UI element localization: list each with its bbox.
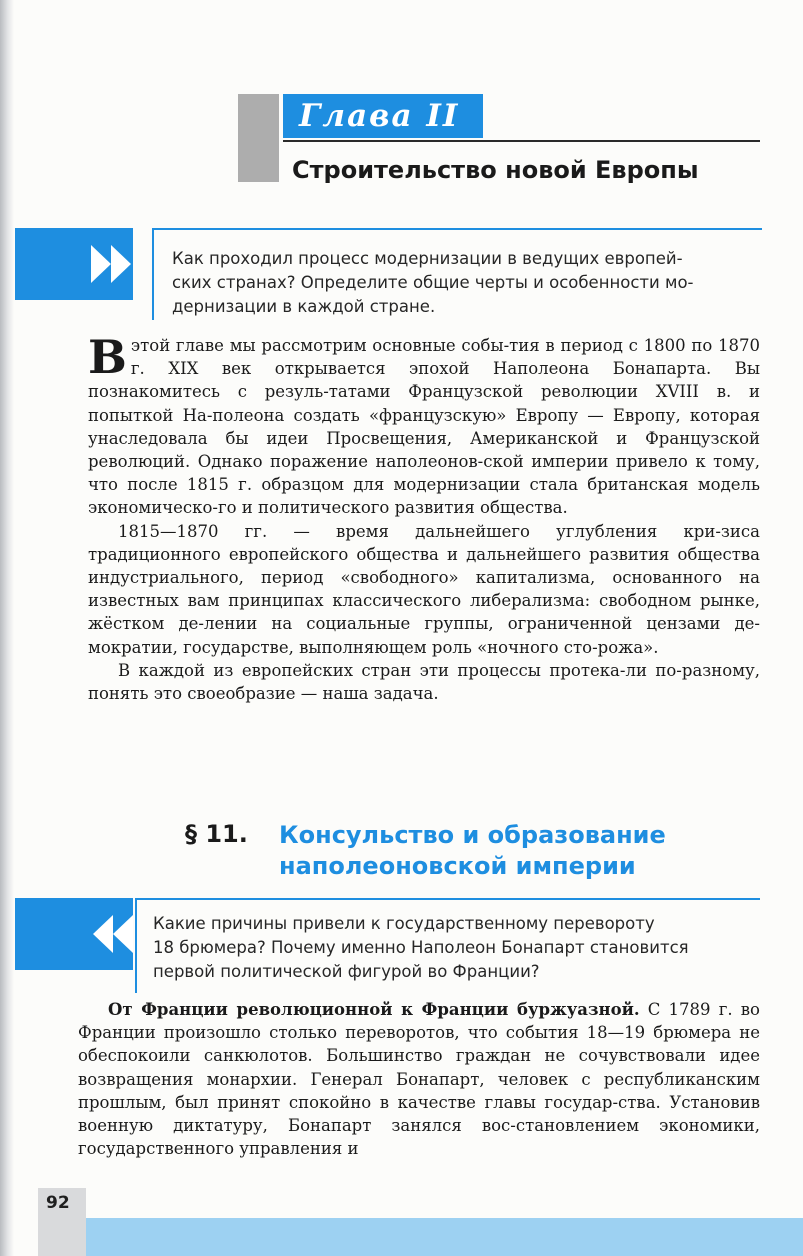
chapter-question-line: Как проходил процесс модернизации в ведущих европей-: [172, 249, 683, 268]
drop-cap: В: [88, 330, 127, 384]
section-title-line: Консульство и образование: [279, 821, 666, 849]
chapter-questions-badge: [15, 228, 133, 300]
footer-band: [86, 1218, 803, 1256]
section-question-line: первой политической фигурой во Франции?: [153, 962, 540, 981]
section-questions-badge: [15, 898, 133, 970]
page-edge-shadow: [0, 0, 14, 1256]
chapter-rule: [283, 140, 760, 142]
page-number: 92: [46, 1193, 70, 1213]
section-number: § 11.: [185, 820, 248, 848]
section-paragraph: [78, 998, 760, 1160]
section-questions: [135, 898, 760, 993]
chapter-question-line: ских странах? Определите общие черты и особенности мо-: [172, 273, 694, 292]
fast-forward-icon: [89, 242, 133, 286]
chapter-intro: [88, 330, 760, 705]
intro-paragraph-1-text: этой главе мы рассмотрим основные собы-тия в период с 1800 по 1870 г. XIX век открывается эпохой Наполеона Бонапарта. Вы познакомитесь с резуль-татами Французской революции XVIII в. и попыткой На-полеона создать «французскую» Европу — Европу, которая унаследовала бы идеи Просвещения, Американской и Французской революций. Однако поражение наполеонов-ской империи привело к тому, что после 1815 г. образцом для модернизации стала британская модель экономическо-го и политического развития общества.: [88, 336, 760, 518]
chapter-header-gray-block: [238, 94, 279, 182]
chapter-question-line: дернизации в каждой стране.: [172, 297, 436, 316]
section-lead: От Франции революционной к Франции буржуазной.: [108, 1000, 640, 1019]
chapter-questions: [152, 228, 762, 320]
intro-paragraph-1: [88, 330, 760, 520]
section-body: [78, 998, 760, 1160]
section-title-line: наполеоновской империи: [279, 852, 636, 880]
section-title: [279, 820, 666, 882]
section-paragraph-text: С 1789 г. во Франции произошло столько переворотов, что события 18—19 брюмера не обеспокоили санкюлотов. Большинство граждан не сочувствовали идее возвращения монархии. Генерал Бонапарт, человек с республиканским прошлым, был принят спокойно в качестве главы государ-ства. Установив военную диктатуру, Бонапарт занялся вос-становлением экономики, государственного управления и: [78, 1000, 760, 1159]
section-question-line: Какие причины привели к государственному перевороту: [153, 914, 655, 933]
chapter-label: Глава II: [283, 94, 483, 138]
rewind-icon: [91, 912, 135, 956]
intro-paragraph-2: 1815—1870 гг. — время дальнейшего углубления кри-зиса традиционного европейского общества и дальнейшего развития общества индустриального, период «свободного» капитализма, основанного на известных вам принципах классического либерализма: свободном рынке, жёстком де-лении на социальные группы, ограниченной цензами де-мократии, государстве, выполняющем роль «ночного сто-рожа».: [88, 521, 760, 657]
intro-paragraph-3: В каждой из европейских стран эти процессы протека-ли по-разному, понять это своеобразие — наша задача.: [88, 660, 760, 704]
chapter-title: Строительство новой Европы: [292, 156, 699, 184]
section-question-line: 18 брюмера? Почему именно Наполеон Бонапарт становится: [153, 938, 689, 957]
